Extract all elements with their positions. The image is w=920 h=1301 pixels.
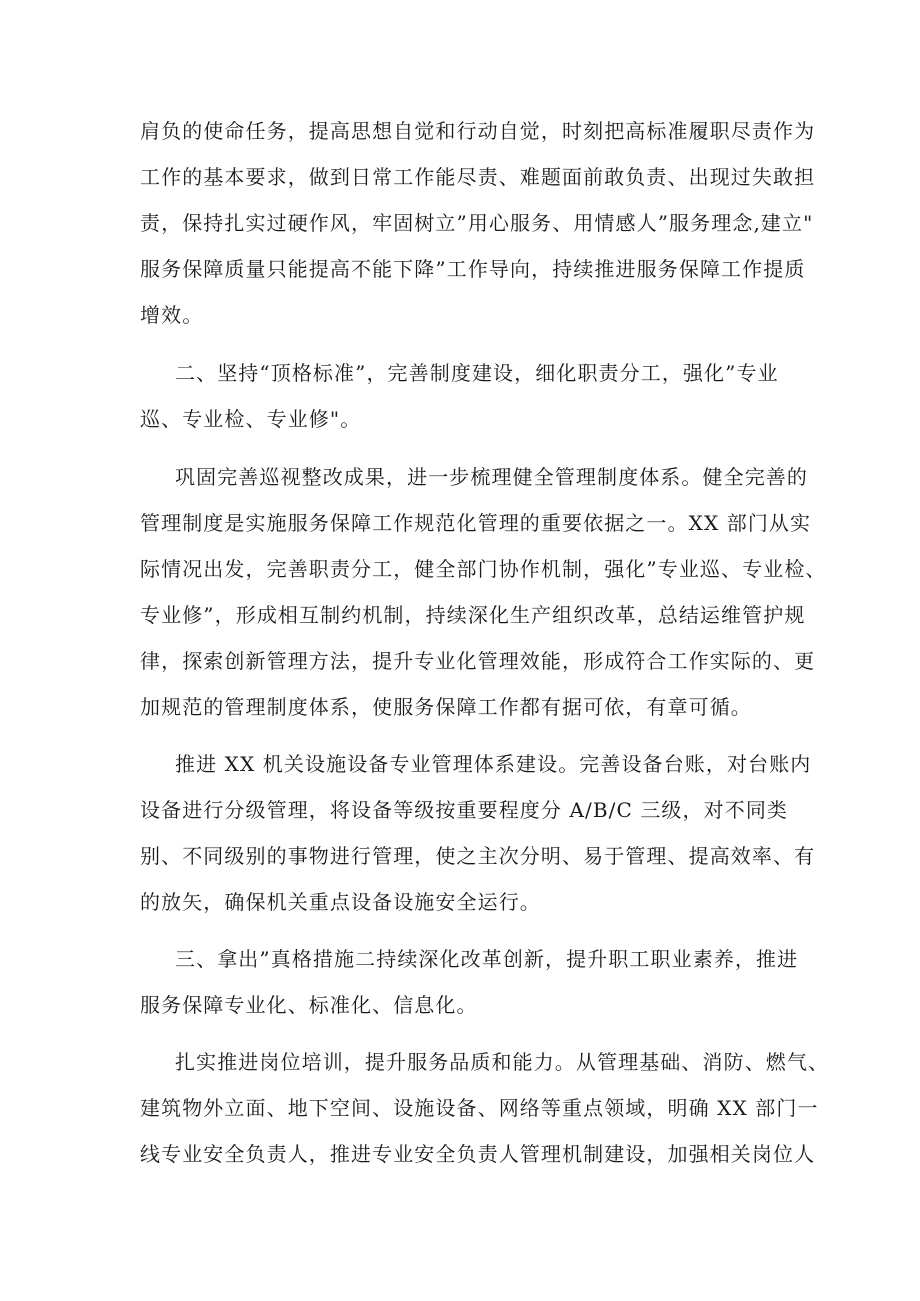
text-line: 律，探索创新管理方法，提升专业化管理效能，形成符合工作实际的、更 [140,649,816,673]
text-line: 扎实推进岗位培训，提升服务品质和能力。从管理基础、消防、燃气、 [175,1050,830,1074]
section-heading-line: 巡、专业检、专业修"。 [140,407,362,431]
text-line: 巩固完善巡视整改成果，进一步梳理健全管理制度体系。健全完善的 [175,465,808,489]
text-line: 际情况出发，完善职责分工，健全部门协作机制，强化”专业巡、专业检、 [140,557,827,581]
text-line: 肩负的使命任务，提高思想自觉和行动自觉，时刻把高标准履职尽责作为 [140,119,816,143]
section-heading-line: 三、拿出”真格措施二持续深化改革创新，提升职工职业素养，推进 [175,947,799,971]
text-line: 线专业安全负责人，推进专业安全负责人管理机制建设，加强相关岗位人 [140,1142,816,1166]
section-heading-line: 二、坚持“顶格标准”，完善制度建设，细化职责分工，强化”专业 [175,361,779,385]
section-heading-line: 服务保障专业化、标准化、信息化。 [140,993,478,1017]
text-line: 管理制度是实施服务保障工作规范化管理的重要依据之一。XX 部门从实 [140,511,812,535]
text-line: 增效。 [140,303,204,327]
text-line: 设备进行分级管理，将设备等级按重要程度分 A/B/C 三级，对不同类 [140,798,789,822]
text-line: 别、不同级别的事物进行管理，使之主次分明、易于管理、提高效率、有 [140,844,816,868]
text-line: 责，保持扎实过硬作风，牢固树立”用心服务、用情感人”服务理念,建立" [140,211,814,235]
text-line: 建筑物外立面、地下空间、设施设备、网络等重点领域，明确 XX 部门一 [140,1096,819,1120]
text-line: 工作的基本要求，做到日常工作能尽责、难题面前敢负责、出现过失敢担 [140,165,816,189]
text-line: 专业修”，形成相互制约机制，持续深化生产组织改革，总结运维管护规 [140,603,806,627]
text-line: 服务保障质量只能提高不能下降”工作导向，持续推进服务保障工作提质 [140,257,806,281]
text-line: 推进 XX 机关设施设备专业管理体系建设。完善设备台账，对台账内 [175,752,812,776]
text-line: 的放矢，确保机关重点设备设施安全运行。 [140,890,541,914]
text-line: 加规范的管理制度体系，使服务保障工作都有据可依，有章可循。 [140,695,752,719]
